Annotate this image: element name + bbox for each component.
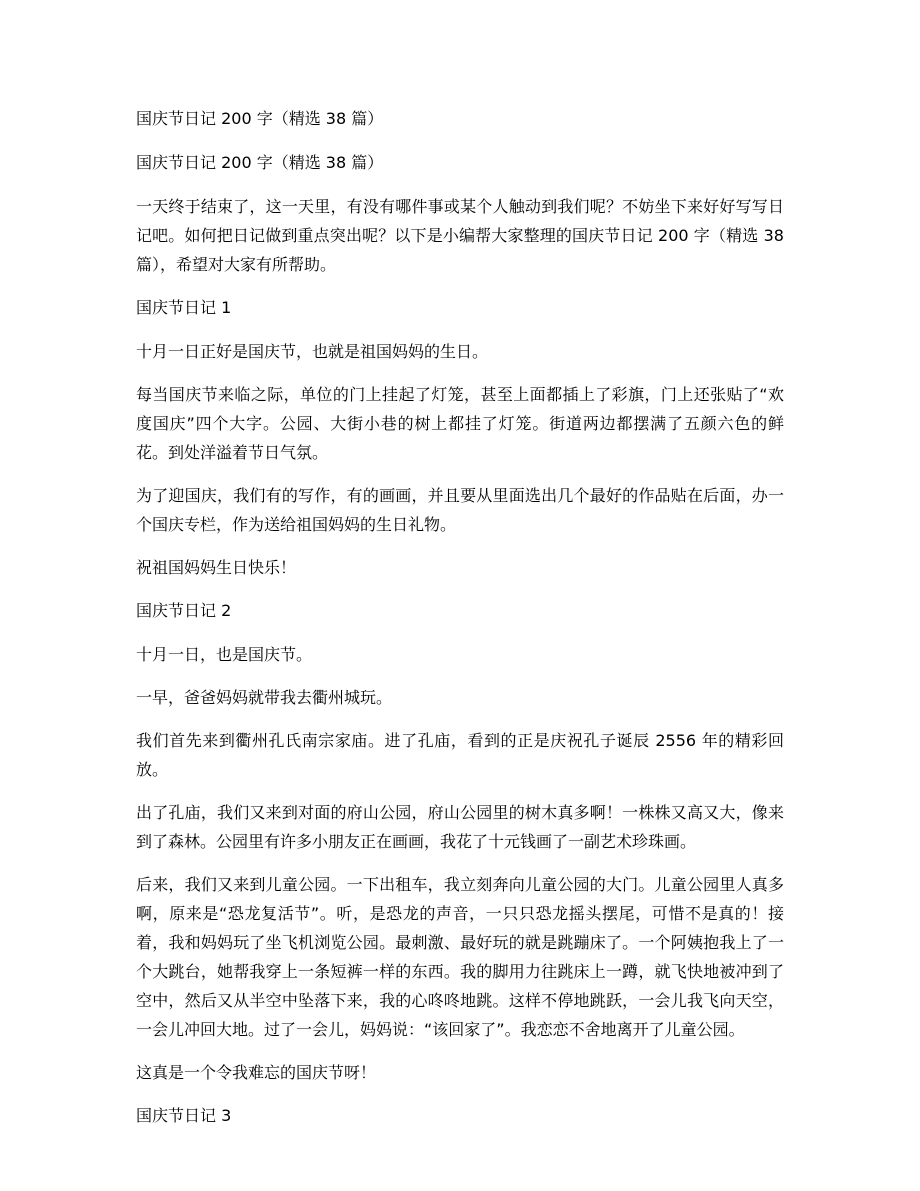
diary-2-paragraph: 我们首先来到衢州孔氏南宗家庙。进了孔庙，看到的正是庆祝孔子诞辰 2556 年的精彩回放。 [136, 731, 784, 779]
diary-1-paragraph: 为了迎国庆，我们有的写作，有的画画，并且要从里面选出几个最好的作品贴在后面，办一个国庆专栏，作为送给祖国妈妈的生日礼物。 [136, 486, 784, 534]
diary-2-heading: 国庆节日记 2 [136, 601, 232, 620]
diary-1-paragraph: 十月一日正好是国庆节，也就是祖国妈妈的生日。 [136, 342, 489, 361]
diary-3-heading: 国庆节日记 3 [136, 1106, 232, 1125]
document-title: 国庆节日记 200 字（精选 38 篇） [136, 109, 384, 128]
diary-2-paragraph: 一早，爸爸妈妈就带我去衢州城玩。 [136, 688, 393, 707]
document-subtitle: 国庆节日记 200 字（精选 38 篇） [136, 153, 384, 172]
diary-1-heading: 国庆节日记 1 [136, 298, 232, 317]
diary-2-paragraph: 后来，我们又来到儿童公园。一下出租车，我立刻奔向儿童公园的大门。儿童公园里人真多啊，原来是“恐龙复活节”。听，是恐龙的声音，一只只恐龙摇头摆尾，可惜不是真的！接着，我和妈妈玩了坐飞机浏览公园。最刺激、最好玩的就是跳蹦床了。一个阿姨抱我上了一个大跳台，她帮我穿上一条短裤一样的东西。我的脚用力往跳床上一蹲，就飞快地被冲到了空中，然后又从半空中坠落下来，我的心咚咚地跳。这样不停地跳跃，一会儿我飞向天空，一会儿冲回大地。过了一会儿，妈妈说：“该回家了”。我恋恋不舍地离开了儿童公园。 [136, 875, 784, 1039]
diary-2-paragraph: 这真是一个令我难忘的国庆节呀！ [136, 1063, 377, 1082]
diary-2-paragraph: 十月一日，也是国庆节。 [136, 645, 313, 664]
diary-1-paragraph: 每当国庆节来临之际，单位的门上挂起了灯笼，甚至上面都插上了彩旗，门上还张贴了“欢度国庆”四个大字。公园、大街小巷的树上都挂了灯笼。街道两边都摆满了五颜六色的鲜花。到处洋溢着节日气氛。 [136, 385, 784, 462]
intro-paragraph: 一天终于结束了，这一天里，有没有哪件事或某个人触动到我们呢？不妨坐下来好好写写日记吧。如何把日记做到重点突出呢？以下是小编帮大家整理的国庆节日记 200 字（精选 38 篇），希望对大家有所帮助。 [136, 197, 784, 274]
diary-1-paragraph: 祝祖国妈妈生日快乐！ [136, 558, 297, 577]
document-body [136, 104, 784, 1145]
diary-2-paragraph: 出了孔庙，我们又来到对面的府山公园，府山公园里的树木真多啊！一株株又高又大，像来到了森林。公园里有许多小朋友正在画画，我花了十元钱画了一副艺术珍珠画。 [136, 803, 784, 851]
